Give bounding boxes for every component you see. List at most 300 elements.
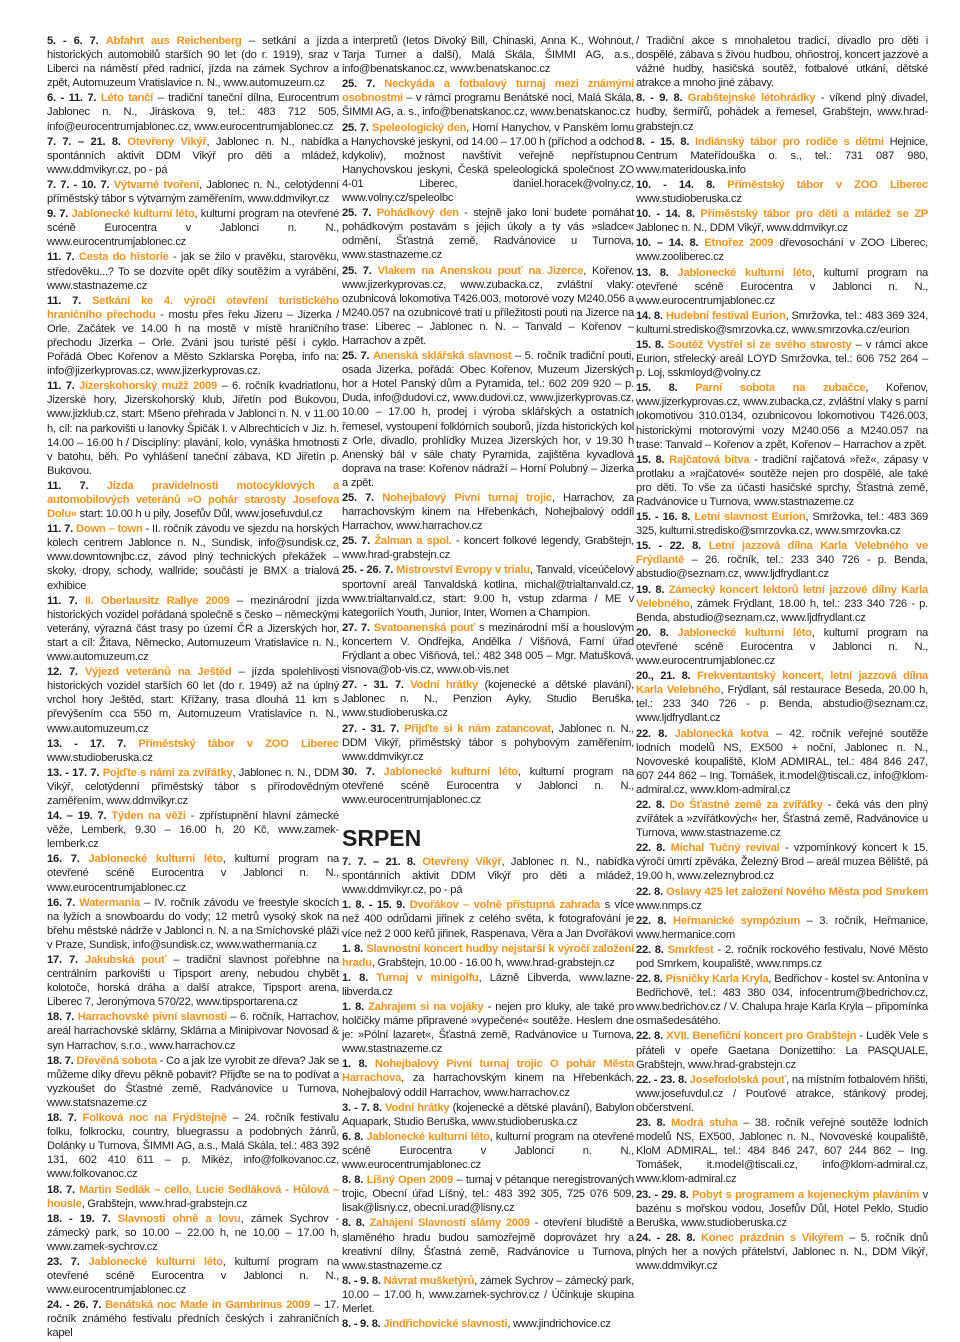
event-entry — [47, 1255, 339, 1297]
event-date: 18. 7. — [47, 1112, 77, 1125]
event-entry — [342, 563, 634, 619]
event-title: Výtvarné tvoření — [113, 178, 199, 191]
event-description: v bazénu s mořskou vodou, Josefův Důl, Hotel Peklo, Studio Beruška, www.studioberuska.cz — [636, 1188, 928, 1229]
event-description: , zámek Sychrov - zámecký park, so 10.00 – 22.00 h, ne 10.00 – 17.00 h, www.zamek-sychrov.cz — [47, 1212, 339, 1253]
event-date: 8. 8. — [342, 1174, 364, 1187]
event-entry — [342, 264, 634, 349]
event-entry — [636, 626, 928, 668]
event-title: Jablonecké kulturní léto — [677, 266, 812, 279]
event-date: 25. 7. — [342, 350, 370, 363]
event-description: (kojenecké a dětské plavání), Jablonec n. N., Penzion Ayky, Studio Beruška, www.studioberuska.cz — [342, 679, 634, 720]
event-entry — [636, 510, 928, 538]
event-date: 8. 8. — [342, 1217, 365, 1230]
event-description: , Tanvald, víceúčelový sportovní areál Tanvaldská kotlina, michal@trialtanvald.cz, www.trialtanvald.cz, start: 9.00 h, vstup zdarma / ME v kategoriích Youth, Junior, Inter, Women a Champion. — [342, 564, 635, 619]
event-date: 18. 7. — [47, 1183, 75, 1196]
event-entry — [636, 914, 928, 942]
event-title: Jablonecká kotva — [674, 727, 769, 740]
event-description: , kulturní program na otevřené scéně Eurocentra v Jablonci n. N., www.eurocentrumjablonec.cz — [47, 208, 339, 249]
event-description: - 2. ročník rockového festivalu, Nové Město pod Smrkem, koupaliště, www.nmps.cz — [636, 943, 928, 970]
event-description: , kulturní program na otevřené scéně Eurocentra v Jablonci n. N., www.eurocentrumjablonec.cz — [47, 1255, 339, 1297]
event-description: , Kořenov, www.jizerkyprovas.cz, www.zubacka.cz, zvláštní vlaky s parní lokomotivou 310.0134, ozubnicovou lokomotivou T426.003, historickými motorovými vozy M240.056 a M240.057 na trase: Tanvald – Kořenov a zpět, Kořenov – Harrachov a zpět. — [636, 382, 928, 451]
event-date: 8. - 9. 8. — [342, 1274, 381, 1287]
event-entry — [636, 1231, 928, 1273]
event-description: – v rámci akce Eurion, střelecký areál LOYD Smržovka, tel.: 606 752 264 – p. Loj, sskmloyd@volny.cz — [636, 338, 929, 380]
event-entry — [636, 34, 928, 90]
event-date: 22. 8. — [636, 727, 668, 740]
event-description: s mezinárodní mší a houslovým koncertem V. Ondřejka, Andělka / Višňová, Farní úřad Frýdlant a obec Višňová, tel.: 482 348 005 – Mgr. Matušková, visnova@ob-vis.cz, www.ob-vis.net — [342, 621, 634, 677]
event-description: , www.jindrichovice.cz — [507, 1318, 611, 1331]
event-description: – jízda spolehlivosti historických vozidel starších 60 let (do r. 1949) až na úplný vrchol hory Ještěd, start: Křížany, trasa dlouhá 11 km s převýšením cca 550 m, Automuzeum Vratislavice n. N., www.automuzeum.cz — [47, 666, 340, 735]
event-date: 17. 7. — [47, 954, 78, 966]
event-title: Letní jazzová dílna Karla Velebného ve Frýdlantě — [636, 540, 928, 567]
event-title: Turnaj v minigolfu — [376, 971, 479, 984]
event-title: Jindřichovické slavnosti — [383, 1318, 508, 1331]
event-description: - vzpomínkový koncert k 15. výročí úmrtí zpěváka, Železný Brod – areál muzea Běliště, pá 19.00 h, www.zeleznybrod.cz — [636, 842, 929, 883]
event-date: 18. - 19. 7. — [47, 1212, 111, 1225]
event-description: start: 10.00 h u pily, Josefův Důl, www.josefuvdul.cz — [76, 508, 323, 521]
event-entry — [342, 349, 634, 490]
event-description: – 42. ročník veřejné soutěže lodních modelů NS, EX500 + noční, Jablonec n. N., Novoveské koupaliště, KloM ADMIRAL, tel.: 484 846 247, 607 244 862 – Ing. Tomášek, it.model@tiscali.cz, info@klom-admiral.cz, www.klom-admiral.cz — [636, 727, 928, 796]
event-title: Frekventantský koncert, letní jazzová dílna Karla Velebného — [636, 670, 929, 697]
event-title: Parní sobota na zubačce — [695, 382, 866, 395]
event-date: 23. 7. — [47, 1255, 80, 1268]
event-title: Příměstský tábor v ZOO Liberec — [138, 737, 339, 750]
event-description: – 26. ročník, tel.: 233 340 726 - p. Benda, abstudio@seznam.cz, www.ljdfrydlant.cz — [636, 554, 928, 581]
event-entry — [342, 855, 634, 897]
event-title: Jablonecké kulturní léto — [88, 1255, 223, 1268]
event-date: 24. - 28. 8. — [636, 1231, 696, 1244]
event-entry — [47, 594, 339, 664]
event-date: 14. 8. — [636, 309, 663, 322]
event-date: 22. 8. — [636, 885, 663, 898]
event-description: dřevosochání v ZOO Liberec, www.zooliberec.cz — [636, 237, 929, 264]
event-date: 13. - 17. 7. — [47, 737, 126, 750]
event-title: Jízda pravidelnosti motocyklových a automobilových veteránů »O pohár starosty Josefova Dolu« — [47, 479, 339, 521]
event-date: 27. - 31. 7. — [342, 722, 400, 735]
event-title: II. Oberlausitz Rallye 2009 — [84, 594, 230, 607]
event-entry — [342, 722, 634, 764]
event-date: 22. 8. — [636, 798, 665, 811]
event-description: s více než 400 odrůdami jiřinek z celého světa, k fotografování je více než 2 000 keřů jiřinek, Raspenava, Věra a Jan Dvořákovi — [342, 899, 634, 940]
event-entry — [47, 665, 339, 735]
event-entry — [636, 1073, 928, 1115]
event-entry — [342, 971, 634, 999]
event-date: 13. - 17. 7. — [47, 766, 100, 779]
event-date: 15. 8. — [636, 338, 664, 351]
event-description: , Jablonec n. N., DDM Vikýř, celotýdenní příměstský tábor s přírodovědným zaměřením, www.ddmvikyr.cz — [47, 766, 339, 807]
event-entry — [636, 885, 928, 913]
event-date: 19. 8. — [636, 583, 665, 596]
event-title: Slavnosti ohně a lovu — [117, 1212, 241, 1225]
event-entry — [47, 809, 339, 851]
event-date: 10. - 14. 8. — [636, 178, 715, 191]
event-date: 25. 7. — [342, 492, 374, 504]
event-description: , Bedřichov - kostel sv. Antonína v Bedřichově, tel.: 483 380 034, infocentrum@bedrichov.cz, www.bedrichov.cz / V. Chalupa hraje Karla Kryla – připomínka osmašedesátého. — [636, 973, 929, 1028]
column-2 — [342, 34, 634, 1332]
event-title: Oslavy 425 let založení Nového Města pod Smrkem — [666, 885, 928, 898]
event-date: 25. 7. — [342, 78, 375, 91]
event-description: , kulturní program na otevřené scéně Eurocentra v Jablonci n. N., www.eurocentrumjablonec.cz — [636, 626, 928, 668]
event-entry — [47, 1010, 339, 1052]
event-title: Pobyt s programem a kojeneckým plaváním — [692, 1188, 920, 1201]
event-entry — [636, 207, 928, 235]
event-title: Hudební festival Eurion — [665, 309, 786, 322]
section-heading-month: SRPEN — [342, 825, 422, 852]
event-description: – tradiční slavnost pořebhne na centrálním parkovišti u Tipsport areny, nebudou chybět kolotoče, horská dráha a další atrakce, Tipsport arena, Liberec 7, Jeronýmova 570/22, www.tipsportarena.cz — [47, 954, 340, 1009]
event-title: Speleologický den — [371, 121, 467, 134]
event-description: – IV. ročník závodu ve freestyle skocích na lyžích a snowboardu do vody; 12 metrů vysoký skok na břehu městské nádrže v Jablonci n. N. a na Smíchovské pláži v Praze, Sundisk, info@sundisk.cz, www.wathermania.cz — [47, 896, 340, 951]
event-title: Týden na věži — [111, 810, 186, 823]
event-date: 22. 8. — [636, 943, 664, 956]
event-entry — [342, 1000, 634, 1056]
event-entry — [342, 765, 634, 807]
event-title: Anenská sklářská slavnost — [372, 350, 512, 363]
event-entry — [47, 852, 339, 894]
event-description: - koncert folkové legendy, Grabštejn, www.hrad-grabstejn.cz — [342, 535, 634, 562]
event-date: 8. - 15. 8. — [636, 135, 690, 148]
event-description: - čeká vás den plný zvířátek a »zvířátkových« her, Šťastná země, Radvánovice u Turnova, www.stastnazeme.cz — [636, 798, 929, 840]
event-description: , Jablonec n. N., celotýdenní příměstský tábor s výtvarným zaměřením, www.ddmvikyr.cz — [47, 178, 340, 206]
event-description: Jablonec n. N., DDM Vikýř, www.ddmvikyr.cz — [636, 222, 848, 235]
event-description: – mezinárodní jízda historických vozidel pořádaná společně s česko – německými veterány, výrazná část trasy po území ČR a Jizerských hor, start a cíl: Žitava, Německo, Automuzeum Vratislavice n. N., www.automuzeum.cz — [47, 594, 339, 664]
event-date: 20., 21. 8. — [636, 670, 691, 683]
event-entry — [342, 1274, 634, 1316]
event-description: Hejnice, Centrum Mateřídouška o. s., tel.: 731 087 980, www.materidouska.info — [636, 135, 928, 176]
event-date: 25. 7. — [342, 264, 372, 277]
event-date: 18. 7. — [47, 1011, 75, 1024]
event-date: 27. - 31. 7. — [342, 679, 404, 692]
event-title: Slavnostní koncert hudby nejstarší k výročí založení hradu — [342, 942, 634, 969]
event-title: Martin Sedlák – cello, Lucie Sedláková - Hůlová – housle — [47, 1183, 339, 1210]
event-title: Smrkfest — [667, 943, 714, 956]
event-date: 22. 8. — [636, 1030, 663, 1043]
event-title: Modrá stuha — [670, 1117, 738, 1130]
event-date: 15. 8. — [636, 453, 665, 466]
event-date: 22. 8. — [636, 973, 663, 986]
event-date: 1. 8. — [342, 942, 363, 955]
event-date: 23. - 29. 8. — [636, 1188, 689, 1201]
event-entry — [47, 766, 339, 808]
event-description: , kulturní program na otevřené scéně Eurocentra v Jablonci n. N., www.eurocentrumjablonec.cz — [342, 1130, 634, 1172]
event-entry — [47, 178, 339, 206]
event-description: (kojenecké a dětské plavání), Babylon Aquapark, Studio Beruška, www.studioberuska.cz — [342, 1101, 635, 1128]
event-entry — [47, 737, 339, 765]
event-description: – 5. ročník dnů plných her a nových přátelství, Jablonec n. N., DDM Vikýř, www.ddmvikyr.cz — [636, 1231, 929, 1272]
event-entry — [342, 1101, 634, 1129]
event-date: 22. 8. — [636, 914, 667, 927]
event-description: – 24. ročník festivalu folku, folkrocku, country, bluegrassu a podobných žánrů, Dolánky u Turnova, ŠIMMI AG, a.s., Malá Skála, tel.: 483 392 131, 602 410 611 – p. Mikéz, info@folkovanoc.cz, www.folkovanoc.cz — [47, 1112, 340, 1181]
event-title: Watermania — [79, 896, 140, 909]
event-title: Down – town — [76, 523, 143, 536]
event-title: Jakubská pouť — [85, 954, 167, 966]
event-date: 11. 7. — [47, 479, 89, 492]
column-3 — [636, 34, 928, 1274]
event-date: 16. 7. — [47, 853, 80, 866]
event-title: Letní slavnost Eurion — [694, 511, 806, 524]
event-entry — [342, 898, 634, 940]
event-title: Neckyáda a fotbalový turnaj mezi známými osobnostmi — [342, 78, 635, 105]
event-title: Výjezd veteránů na Ještěd — [84, 666, 232, 679]
event-entry — [342, 534, 634, 562]
event-entry — [636, 798, 928, 840]
event-description: – 6. ročník, Harrachov, areál harrachovské sklárny, Sklárna a Minipivovar Novosad & syn Harrachov, s.r.o., www.harrachov.cz — [47, 1011, 339, 1052]
event-description: , Jablonec n. N., DDM Vikýř, příměstský tábor s pohybovým zaměřením, www.ddmvikyr.cz — [342, 722, 634, 763]
event-date: 12. 7. — [47, 666, 78, 679]
event-entry — [47, 953, 339, 1009]
event-entry — [342, 1317, 634, 1331]
event-entry — [636, 135, 928, 177]
event-entry — [47, 896, 339, 952]
event-date: 27. 7. — [342, 621, 370, 634]
event-date: 11. 7. — [47, 380, 75, 393]
event-title: Zahájení Slavností slámy 2009 — [369, 1217, 530, 1230]
event-title: Jizerskohorský mužž 2009 — [79, 380, 217, 393]
event-description: , kulturní program na otevřené scéně Eurocentra v Jablonci n. N., www.eurocentrumjablonec.cz — [636, 266, 928, 307]
event-title: Pojďte s námi za zvířátky — [102, 766, 233, 779]
event-title: Folková noc na Frýdštejně — [82, 1112, 227, 1125]
event-title: Vlakem na Anenskou pouť na Jizerce — [377, 264, 584, 277]
event-entry — [636, 236, 928, 264]
event-title: Grabštejnské létohrádky — [687, 92, 816, 105]
event-title: Soutěž Vystřel si ze svého starosty — [667, 338, 852, 351]
event-date: 25. 7. — [342, 535, 370, 548]
event-date: 11. 7. — [47, 523, 74, 536]
event-entry — [47, 1298, 339, 1340]
event-title: Žalman a spol. — [374, 535, 452, 548]
event-date: 10. - 14. 8. — [636, 208, 695, 221]
event-title: Jablonecké kulturní léto — [366, 1130, 490, 1143]
event-description: , na místním fotbalovém hřišti, www.josefuvdul.cz / Pouťové atrakce, stánkový prodej, občerstvení. — [636, 1073, 928, 1114]
event-title: Líšný Open 2009 — [366, 1174, 453, 1187]
event-description: , Jablonec n. N., nabídka spontánních aktivit DDM Vikýř pro děti a mládež, www.ddmvikyr.cz, po - pá — [47, 135, 340, 176]
event-date: 1. 8. — [342, 1001, 364, 1013]
event-entry — [636, 583, 928, 625]
event-title: Vodní hrátky — [385, 1101, 450, 1114]
event-date: 30. 7. — [342, 765, 375, 778]
event-title: Zámecký koncert lektorů letní jazzové dílny Karla Velebného — [636, 583, 928, 610]
event-title: Jablonecké kulturní léto — [88, 853, 223, 866]
event-title: Léto tančí — [100, 92, 154, 105]
event-entry — [47, 479, 339, 521]
event-description: – 3. ročník, Heřmanice, www.hermanice.com — [636, 914, 928, 941]
event-entry — [636, 338, 928, 380]
event-date: 14. – 19. 7. — [47, 810, 107, 823]
event-description: , zámek Frýdlant, 18.00 h, tel.: 233 340 726 - p. Benda, abstudio@seznam.cz, www.ljdfrydlant.cz — [636, 597, 928, 624]
event-description: – setkání a jízda historických automobilů starších 90 let (do r. 1919), sraz v Liberci na náměstí před radnicí, jízda na zámek Sychrov a zpět, Automuzeum Vratislavice n. N., www.automuzeum.cz — [47, 35, 340, 90]
event-title: Vodní hrátky — [410, 679, 478, 692]
event-date: 11. 7. — [47, 594, 78, 607]
event-entry — [47, 1054, 339, 1110]
event-title: Setkání ke 4. výročí otevření turistického hraničního přechodu — [47, 294, 339, 321]
event-description: - otevření bludiště a slaměného hradu budou samozřejmě doprovázet hry a kreativní dílny, Šťastná země, Radvánovice u Turnova, www.stastnazeme.cz — [342, 1217, 634, 1272]
event-title: Rajčatová bitva — [669, 453, 750, 466]
event-description: , Smržovka, tel.: 483 369 324, kulturni.stredisko@smrzovka.cz, www.smrzovka.cz/eurion — [636, 309, 928, 336]
event-description: - Co a jak lze vyrobit ze dřeva? Jak se můžeme díky dřevu pěkně pobavit? Přijďte se na to podívat a vyzkoušet do Šťastné země, Radvánovice u Turnova, www.statsnazeme.cz — [47, 1054, 340, 1109]
event-title: Konec prázdnin s Vikýřem — [700, 1231, 844, 1244]
event-description: - Luděk Vele s přáteli v opeře Gaetana Donizettiho: La PASQUALE, Grabštejn, www.hrad-grabstejn.cz — [636, 1030, 928, 1071]
event-description: , Kořenov, www.jizerkyprovas.cz, www.zubacka.cz, zvláštní vlaky: ozubnicová lokomotiva T426.003, motorové vozy M240.056 a M240.057 na ozubnicové trati u příležitosti pouti na Jizerce na trase: Liberec – Jablonec n. N. – Tanvald – Kořenov – Harrachov a zpět. — [342, 264, 634, 347]
event-title: Benátská noc Made in Gambrinus 2009 — [105, 1299, 311, 1312]
event-date: 7. 7. – 21. 8. — [47, 135, 121, 148]
event-title: Do Šťastné země za zvířátky — [669, 798, 823, 811]
event-description: , kulturní program na otevřené scéně Eurocentra v Jablonci n. N., www.eurocentrumjablonec.cz — [342, 765, 634, 806]
event-description: - zpřístupnění hlavní zámecké věže, Lemberk, 9.30 – 16.00 h, 20 Kč, www.zamek-lemberk.cz — [47, 810, 340, 851]
event-entry — [342, 621, 634, 677]
event-entry — [47, 250, 339, 292]
event-entry — [47, 1212, 339, 1254]
event-title: Zahrajem si na vojáky — [368, 1001, 484, 1013]
event-date: 1. 8. — [342, 971, 368, 984]
event-description: www.studioberuska.cz — [636, 193, 742, 206]
event-date: 10. – 14. 8. — [636, 237, 699, 250]
event-description: , Jablonec n. N., nabídka spontánních aktivit DDM Vikýř pro děti a mládež, www.ddmvikyr.cz, po - pá — [342, 856, 635, 897]
event-description: – v rámci programu Benátské noci, Malá Skála, ŠIMMI AG, a. s., info@benatskanoc.cz, www.benatskanoc.cz — [342, 92, 634, 119]
event-description: - II. ročník závodu ve sjezdu na horských kolech centrem Jablonce n. N., Sundisk, info@sundisk.cz, www.downtownjbc.cz, závod plný technických překážek – skoky, dropy, schody, wallride; součástí je BMX a trialová exhibice — [47, 523, 340, 592]
event-date: 20. 8. — [636, 626, 669, 639]
event-date: 6. - 11. 7. — [47, 92, 97, 105]
event-entry — [47, 207, 339, 249]
event-entry — [636, 539, 928, 581]
event-title: Návrat mušketýrů — [383, 1274, 475, 1287]
event-date: 25. - 26. 7. — [342, 564, 394, 577]
event-date: 7. 7. – 21. 8. — [342, 856, 416, 869]
event-description: a interpretů (Ietos Divoký Bill, Chinaski, Anna K., Wohnout, Tarja Turner a další), Malá Skála, ŠIMMI AG, a.s., info@benatskanoc.cz, www.benatskanoc.cz — [342, 35, 634, 76]
event-date: 3. - 7. 8. — [342, 1101, 382, 1114]
event-date: 13. 8. — [636, 266, 669, 279]
event-date: 24. - 26. 7. — [47, 1299, 102, 1312]
event-entry — [47, 1111, 339, 1181]
event-description: , Grabštejn, www.hrad-grabstejn.cz — [81, 1197, 248, 1210]
event-date: 22. - 23. 8. — [636, 1073, 687, 1086]
event-description: – 5. ročník tradiční pouti, osada Jizerka, pořádá: Obec Kořenov, Muzeum Jizerských hor a Hotel Panský dům a Pyramida, tel.: 602 209 920 – p. Duda, info@dudovi.cz, www.dudovi.cz, www.jizerkyprovas.cz, 10.00 – 17.00 h, prodej i výroba sklářských a ostatních řemesel, vystoupení folklórních souborů, jízda historických kol z Orle, divadlo, prohlídky Muzea Jizerských hor, v 19.30 h Anenský bál v sále chaty Pyramida, zajištěna kyvadlová doprava na trase: Kořenov nádraží – Horní Polubný – Jizerka a zpět. — [342, 350, 634, 489]
event-entry — [47, 1183, 339, 1211]
event-entry — [342, 206, 634, 262]
event-title: Jablonecké kulturní léto — [71, 208, 195, 221]
event-title: Mistrovství Evropy v trialu — [396, 564, 530, 577]
event-entry — [47, 34, 339, 90]
event-date: 15. - 22. 8. — [636, 540, 702, 553]
event-entry — [636, 943, 928, 971]
event-date: 9. 7. — [47, 208, 69, 221]
event-description: - jak se žilo v pravěku, starověku, středověku...? To se dozvíte opět díky soutěžím a vyrábění, www.stastnazeme.cz — [47, 251, 340, 292]
event-entry — [342, 34, 634, 76]
event-entry — [342, 491, 634, 533]
event-entry — [636, 669, 928, 725]
event-title: Dvořákov – volně přístupná zahrada — [409, 899, 601, 912]
event-entry — [636, 727, 928, 797]
event-title: Otevřený Vikýř — [127, 135, 207, 148]
event-title: Příměstský tábor v ZOO Liberec — [727, 178, 928, 191]
event-description: – 17. ročník známého festivalu předních českých i zahraničních kapel — [47, 1299, 339, 1340]
event-title: Pohádkový den — [376, 207, 459, 220]
event-description: – tradiční taneční dílna, Eurocentrum Jablonec n. N., Jiráskova 9, tel.: 483 712 505, info@eurocentrumjablonec.cz, www.eurocentrumjablonec.cz — [47, 92, 340, 133]
event-entry — [636, 841, 928, 883]
event-description: , Lázně Libverda, www.lazne-libverda.cz — [342, 971, 634, 998]
event-entry — [342, 678, 634, 720]
event-description: / Tradiční akce s mnohaletou tradicí, divadlo pro děti i dospělé, zábava s živou hudbou, ohňostroj, koncert jazzové a vážné hudby, hasičská soutěž, fotbalové utkání, dětské atrakce a mnoho jiné zábavy. — [636, 35, 928, 90]
event-entry — [342, 1173, 634, 1215]
event-title: Příměstský tábor pro děti a mládež se ZP — [700, 208, 928, 221]
event-date: 11. 7. — [47, 294, 81, 307]
event-title: Indiánský tábor pro rodiče s dětmi — [695, 135, 884, 148]
event-title: Harrachovské pivní slavnosti — [77, 1011, 227, 1024]
event-description: - mostu přes řeku Jizeru – Jizerka / Orle. Začátek ve 14.00 h na mostě v místě hraničního přechodu Jizerka – Orle. Zváni jsou turisté pěší i cyklo. Pořádá Obec Kořenov a Město Szklarska Poręba, info na: info@jizerkyprovas.cz, www.jizerkyprovas.cz. — [47, 308, 339, 378]
event-title: Etnořez 2009 — [704, 237, 774, 250]
event-date: 25. 7. — [342, 207, 372, 220]
event-description: , Harrachov, za harrachovským kinem na Hřebenkách, Nohejbalový oddíl Harrachov, www.harrachov.cz — [342, 492, 635, 533]
event-title: Písničky Karla Kryla — [665, 973, 769, 986]
event-entry — [342, 1216, 634, 1272]
event-date: 15. - 16. 8. — [636, 511, 691, 524]
event-description: , za harrachovským kinem na Hřebenkách, Nohejbalový oddíl Harrachov, www.harrachov.cz — [342, 1072, 634, 1099]
event-title: Nohejbalový Pivní turnaj trojic — [382, 492, 552, 504]
event-description: www.nmps.cz — [636, 899, 702, 912]
event-entry — [342, 1057, 634, 1099]
event-title: Heřmanické sympózium — [673, 914, 800, 927]
event-date: 25. 7. — [342, 121, 369, 134]
event-entry — [342, 121, 634, 206]
event-description: - tradiční rajčatová »řež«, zápasy v protlaku a »rajčatové« soutěže nejen pro dospělé, ale také pro děti. To vše za účasti hasičské sprchy, Šťastná země, Radvánovice u Turnova, www.stastnazeme.cz — [636, 453, 929, 508]
event-description: - nejen pro kluky, ale také pro holčičky máme připravené »vypečené« soutěže. Heslem dne je: »Pólní lazaret«, Šťastná země, Radvánovice u Turnova, www.stastnazeme.cz — [342, 1001, 634, 1056]
event-date: 15. 8. — [636, 382, 678, 395]
event-date: 16. 7. — [47, 896, 75, 909]
event-entry — [47, 522, 339, 592]
event-title: Abfahrt aus Reichenberg — [105, 35, 242, 47]
event-entry — [47, 379, 339, 478]
event-entry — [342, 77, 634, 119]
event-title: Cesta do historie — [78, 251, 169, 264]
event-entry — [47, 91, 339, 133]
event-entry — [636, 178, 928, 206]
event-title: Svatoanenská pouť — [373, 621, 475, 634]
event-description: , zámek Sychrov – zámecký park, 10.00 – 17.00 h, www.zamek-sychrov.cz / Účinkuje skupina Merlet. — [342, 1274, 635, 1315]
event-entry — [636, 972, 928, 1028]
event-description: , Grabštejn, 10.00 - 16.00 h, www.hrad-grabstejn.cz — [371, 956, 615, 969]
event-description: – 38. ročník veřejné soutěže lodních modelů NS, EX500, Jablonec n. N., Novoveské koupaliště, KloM ADMIRAL, tel.: 484 846 247, 607 244 862 – Ing. Tomášek, it.model@tiscali.cz, info@klom-admiral.cz, www.klom-admiral.cz — [636, 1117, 929, 1186]
event-title: XVII. Benefiční koncert pro Grabštejn — [666, 1030, 857, 1043]
event-title: Přijďte si k nám zatancovat — [404, 722, 551, 735]
event-entry — [636, 1029, 928, 1071]
event-description: , Smržovka, tel.: 483 369 325, kulturni.stredisko@smrzovka.cz, www.smrzovka.cz — [636, 511, 928, 538]
event-description: , Frýdlant, sál restaurace Beseda, 20.00 h, tel.: 233 340 726 - p. Benda, abstudio@seznam.cz, www.ljdfrydlant.cz — [636, 684, 928, 725]
event-entry — [636, 309, 928, 337]
event-date: 7. 7. - 10. 7. — [47, 178, 110, 191]
event-date: 1. 8. — [342, 1058, 368, 1071]
event-date: 8. - 9. 8. — [342, 1318, 381, 1331]
event-entry — [342, 1130, 634, 1172]
event-date: 1. 8. - 15. 9. — [342, 899, 406, 912]
event-description: - víkend plný divadel, hudby, šermířů, pohádek a řemesel, Grabštejn, www.hrad-grabstejn.cz — [636, 92, 928, 133]
column-1 — [47, 34, 339, 1342]
event-description: , kulturní program na otevřené scéně Eurocentra v Jablonci n. N., www.eurocentrumjablonec.cz — [47, 853, 339, 894]
event-description: - stejně jako loni budete pomáhat pohádkovým postavám s jejich úkoly a ty vás »sladce« odmění, Šťastná země, Radvánovice u Turnova, www.stastnazeme.cz — [342, 207, 635, 262]
event-title: Jablonecké kulturní léto — [677, 626, 812, 639]
event-title: Nohejbalový Pivní turnaj trojic O pohár Města Harrachova — [342, 1058, 635, 1085]
event-entry — [636, 266, 928, 308]
event-date: 5. - 6. 7. — [47, 35, 99, 47]
event-entry — [636, 91, 928, 133]
event-title: Otevřený Vikýř — [422, 856, 502, 869]
event-entry — [342, 942, 634, 970]
event-description: www.studioberuska.cz — [47, 751, 153, 764]
event-title: Michal Tučný revival — [670, 842, 780, 855]
event-title: Jablonecké kulturní léto — [383, 765, 518, 778]
event-entry — [47, 294, 339, 379]
event-description: – turnaj v pétanque neregistrovaných trojic, Obecní úřad Líšný, tel.: 483 392 305, 725 076 509, lisak@lisny.cz, obecni.urad@lisny.cz — [342, 1174, 634, 1215]
event-date: 23. 8. — [636, 1117, 666, 1130]
event-date: 18. 7. — [47, 1054, 74, 1067]
event-description: – 6. ročník kvadriatlonu, Jizerské hory, Jizerskohorský klub, Jiřetín pod Bukovou, www.jizklub.cz, start: Mšeno přehrada v Jablonci n. N. v 11.00 h, cíl: na parkovišti u lanovky Špičák I. v Albrechticích v Jiz. h. 14.00 – 16.00 h / Disciplíny: plavání, kolo, vynáška hmotnosti v batohu, běh. Po vyhlášení taneční zábava, KD Jiřetín p. Bukovou. — [47, 380, 339, 477]
